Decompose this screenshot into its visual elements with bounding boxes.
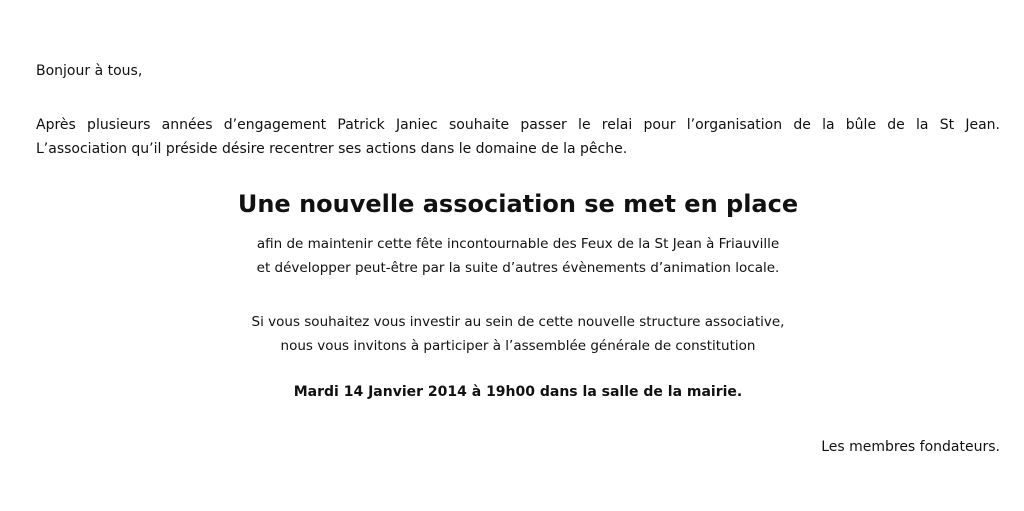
invite-paragraph xyxy=(0,310,1024,358)
invite-line: Si vous souhaitez vous investir au sein de cette nouvelle structure associative, xyxy=(251,314,785,330)
headline: Une nouvelle association se met en place xyxy=(237,190,799,218)
meeting-details: Mardi 14 Janvier 2014 à 19h00 dans la salle de la mairie. xyxy=(293,384,743,400)
intro-line: L’association qu’il préside désire recentrer ses actions dans le domaine de la pêche. xyxy=(36,141,628,157)
intro-paragraph xyxy=(36,113,1000,161)
purpose-paragraph xyxy=(0,232,1024,280)
purpose-line: afin de maintenir cette fête incontournable des Feux de la St Jean à Friauville xyxy=(256,236,780,252)
signature: Les membres fondateurs. xyxy=(821,439,1000,455)
greeting-text: Bonjour à tous, xyxy=(36,63,143,79)
intro-line: Après plusieurs années d’engagement Patrick Janiec souhaite passer le relai pour l’organisation de la bûle de la St Jean. xyxy=(36,117,1000,133)
invite-line: nous vous invitons à participer à l’assemblée générale de constitution xyxy=(280,338,756,354)
purpose-line: et développer peut-être par la suite d’autres évènements d’animation locale. xyxy=(256,260,780,276)
